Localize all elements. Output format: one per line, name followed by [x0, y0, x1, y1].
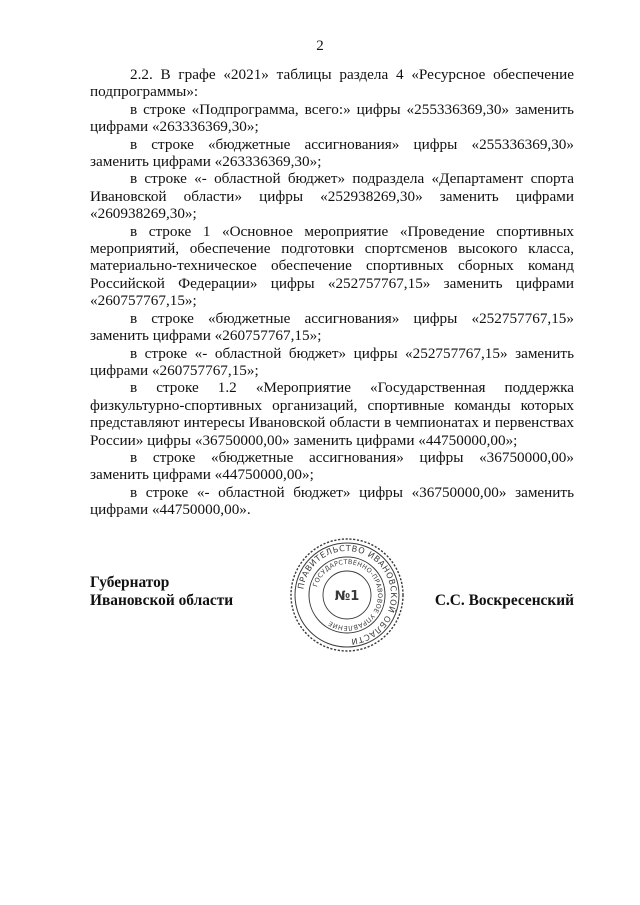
signatory-title-line1: Губернатор: [90, 574, 170, 591]
page-number: 2: [316, 38, 324, 54]
seal-outer-text: ПРАВИТЕЛЬСТВО ИВАНОВСКОЙ ОБЛАСТИ: [295, 542, 400, 647]
paragraph-regional-budget-department: в строке «- областной бюджет» подраздела «Департамент спорта Ивановской области» цифры «252938269,30» заменить цифрами «260938269,30»;: [90, 170, 574, 223]
paragraph-activity-1-2-allocations: в строке «бюджетные ассигнования» цифры «36750000,00» заменить цифрами «44750000,00»;: [90, 448, 574, 484]
paragraph-activity-1-allocations: в строке «бюджетные ассигнования» цифры «252757767,15» заменить цифрами «260757767,15»;: [90, 309, 574, 345]
document-body: [90, 66, 574, 519]
signatory-title-line2: Ивановской области: [90, 592, 234, 609]
seal-number: №1: [334, 589, 360, 604]
seal-inner-text: ГОСУДАРСТВЕННО-ПРАВОВОЕ УПРАВЛЕНИЕ: [311, 557, 385, 633]
paragraph-activity-1-2: в строке 1.2 «Мероприятие «Государственная поддержка физкультурно-спортивных организаций, спортивные команды которых представляют интересы Ивановской области в чемпионатах и первенствах России» цифры «36750000,00» заменить цифрами «44750000,00»;: [90, 379, 574, 449]
paragraph-activity-1-2-regional-budget: в строке «- областной бюджет» цифры «36750000,00» заменить цифрами «44750000,00».: [90, 483, 574, 519]
paragraph-activity-1-regional-budget: в строке «- областной бюджет» цифры «252757767,15» заменить цифрами «260757767,15»;: [90, 344, 574, 379]
paragraph-budget-allocations: в строке «бюджетные ассигнования» цифры «255336369,30» заменить цифрами «263336369,30»;: [90, 135, 574, 171]
signatory-title: [90, 574, 233, 610]
official-seal-stamp: [288, 536, 406, 654]
signatory-name: С.С. Воскресенский: [434, 592, 574, 609]
paragraph-main-activity-1: в строке 1 «Основное мероприятие «Проведение спортивных мероприятий, обеспечение подготовки спортсменов высокого класса, материально-техническое обеспечение спортивных сборных команд Российской Федерации» цифры «252757767,15» заменить цифрами «260757767,15»;: [90, 222, 574, 310]
paragraph-subprogram-total: в строке «Подпрограмма, всего:» цифры «255336369,30» заменить цифрами «263336369,30»;: [90, 100, 574, 136]
paragraph-intro: 2.2. В графе «2021» таблицы раздела 4 «Ресурсное обеспечение подпрограммы»:: [90, 66, 574, 101]
